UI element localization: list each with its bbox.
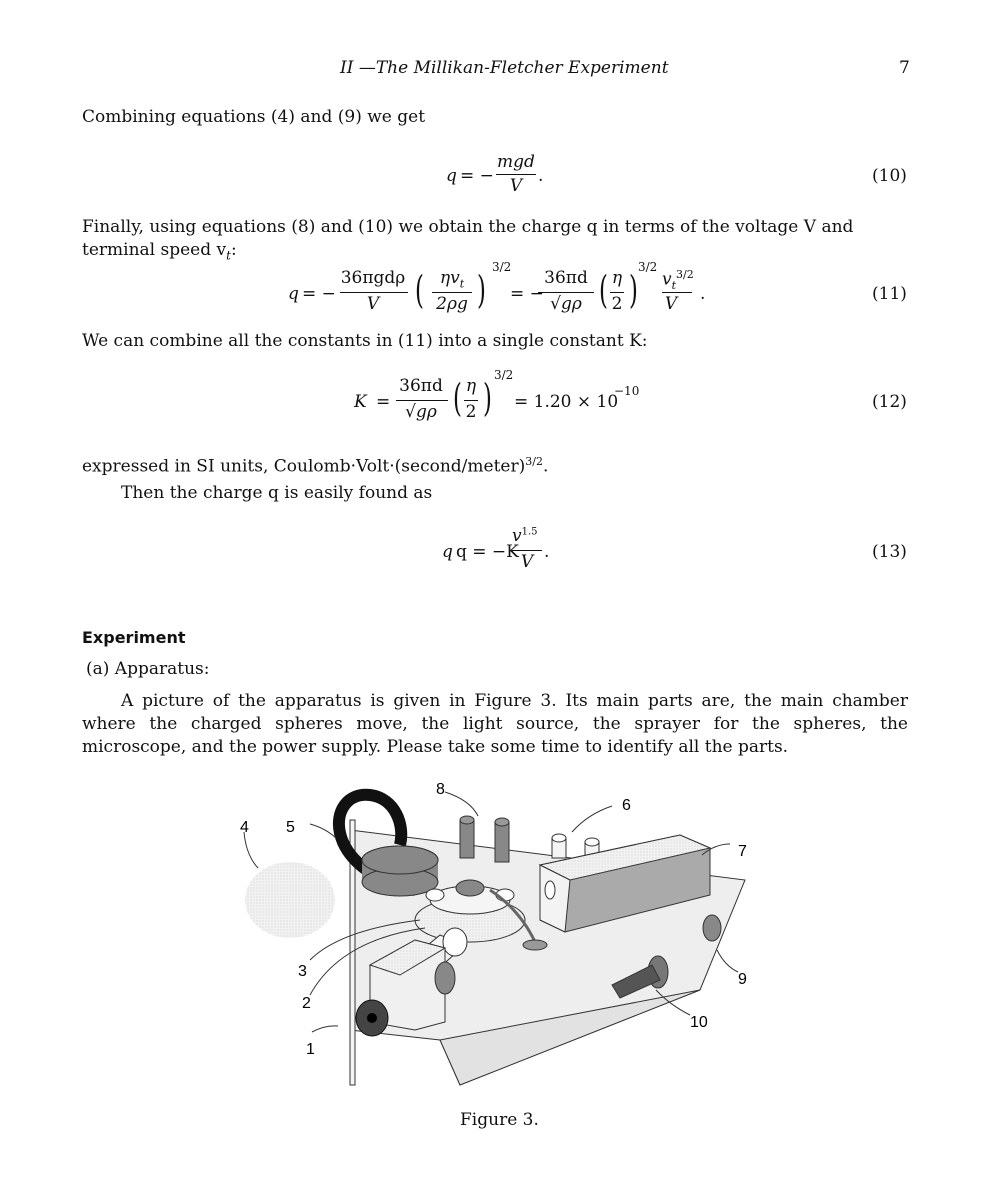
light-spot (245, 862, 335, 938)
equation-13: q q = −K $v^{1.5}$ V . (442, 526, 550, 572)
figure-label-6: 6 (622, 797, 631, 814)
paragraph-finally: Finally, using equations (8) and (10) we obtain the charge q in terms of the voltage V and terminal speed $v_t$: (82, 217, 854, 263)
paragraph-combine-constants: We can combine all the constants in (11) into a single constant K: (82, 331, 648, 351)
page-number: 7 (899, 58, 910, 78)
figure-caption: Figure 3. (460, 1110, 539, 1130)
figure-label-8: 8 (436, 781, 445, 798)
paragraph-then-charge: Then the charge q is easily found as (121, 483, 433, 503)
figure-label-10: 10 (690, 1014, 708, 1031)
terminal-post (495, 822, 509, 862)
paragraph-si-units: expressed in SI units, Coulomb·Volt·(second/meter)$^{3/2}$. (82, 455, 549, 477)
knob (703, 915, 721, 941)
chamber-cylinder (362, 846, 438, 874)
running-header (0, 58, 1000, 84)
terminal-post (460, 820, 474, 858)
eq10-denominator: V (509, 176, 523, 196)
figure-label-3: 3 (298, 963, 307, 980)
figure-label-7: 7 (738, 843, 747, 860)
equation-11: q = − 36πgdρ V ( $\eta v_t$ 2ρg ) 3/2 = − 36πd √gρ ( η 2 ) 3/2 $v_t^{3/2}$ V . (288, 260, 706, 314)
section-heading-experiment: Experiment (82, 628, 186, 647)
figure-label-9: 9 (738, 971, 747, 988)
paragraph-apparatus-description: A picture of the apparatus is given in Figure 3. Its main parts are, the main chamber where the charged spheres move, the light source, the sprayer for the spheres, the microscope, and the power supply. Please take some time to identify all the parts. (82, 691, 908, 757)
figure-label-2: 2 (302, 995, 311, 1012)
apparatus-figure (220, 770, 780, 1100)
figure-label-1: 1 (306, 1041, 315, 1058)
paragraph-combining: Combining equations (4) and (9) we get (82, 107, 426, 127)
equation-number-12: (12) (872, 392, 907, 412)
figure-label-5: 5 (286, 819, 295, 836)
equation-number-11: (11) (872, 284, 907, 304)
equation-10: q = − mgd V . (446, 152, 544, 196)
running-title: II —The Millikan-Fletcher Experiment (340, 58, 669, 78)
subsection-apparatus: (a) Apparatus: (86, 659, 210, 679)
equation-number-10: (10) (872, 166, 907, 186)
figure-label-4: 4 (240, 819, 249, 836)
equation-number-13: (13) (872, 542, 907, 562)
equation-12: K = 36πd √gρ ( η 2 ) 3/2 = 1.20 × 10 −10 (354, 368, 640, 422)
eq10-numerator: mgd (497, 152, 535, 172)
